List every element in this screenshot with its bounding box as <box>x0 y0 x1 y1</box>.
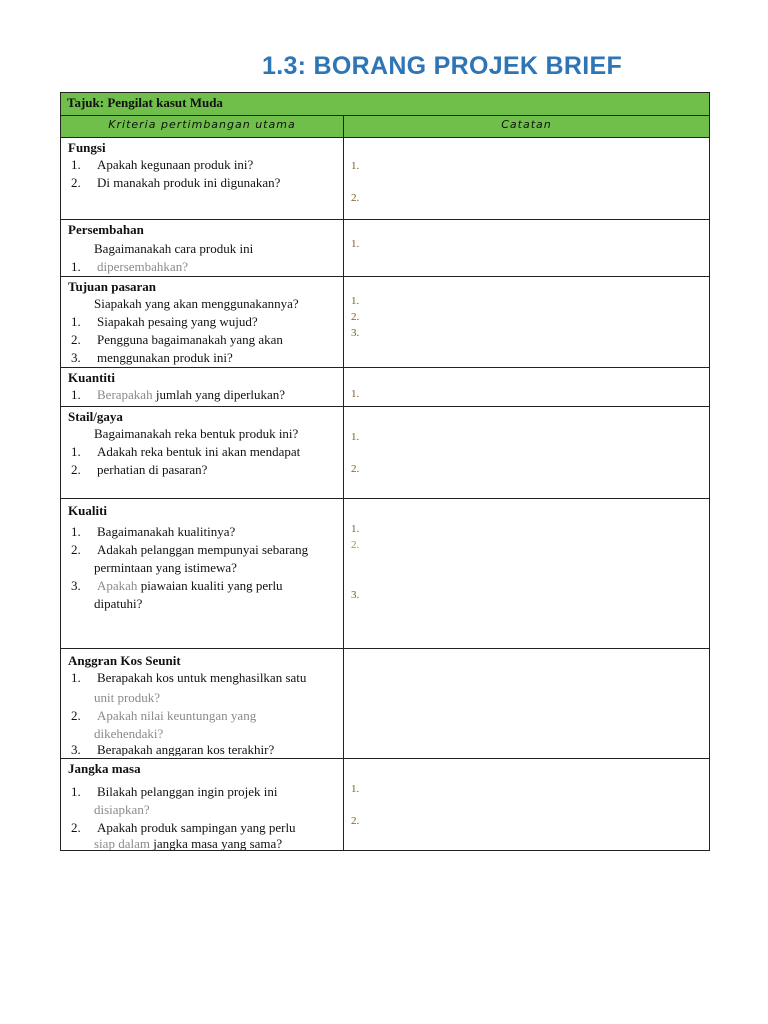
question-item: 3. Berapakah anggaran kos terakhir? <box>71 743 275 756</box>
note-number: 1. <box>351 523 360 535</box>
table-row-tujuan-pasaran <box>61 277 710 368</box>
notes-cell[interactable] <box>344 407 710 499</box>
question-text: disiapkan? <box>94 802 150 817</box>
note-number: 2. <box>351 192 360 204</box>
section-title: Jangka masa <box>68 761 141 776</box>
criteria-cell <box>61 277 344 368</box>
question-item: 1. Apakah kegunaan produk ini? <box>71 157 254 172</box>
question-item: 2. Adakah pelanggan mempunyai sebarang <box>71 542 309 557</box>
table-row-kuantiti <box>61 368 710 407</box>
note-number: 2. <box>351 815 360 827</box>
question-text: dipatuhi? <box>94 596 143 611</box>
question-text: dikehendaki? <box>94 726 164 741</box>
table-row-kos-seunit <box>61 649 710 759</box>
section-title: Persembahan <box>68 222 144 237</box>
question-item: 2. Pengguna bagaimanakah yang akan <box>71 332 283 347</box>
question-item: 3. Apakah piawaian kualiti yang perlu <box>71 578 283 593</box>
question-item: 1. dipersembahkan? <box>71 259 188 274</box>
notes-cell[interactable] <box>344 368 710 407</box>
section-title: Tujuan pasaran <box>68 279 157 294</box>
note-number: 1. <box>351 160 360 172</box>
tajuk-label: Tajuk: Pengilat kasut Muda <box>61 93 710 116</box>
note-number: 3. <box>351 589 360 601</box>
notes-cell[interactable] <box>344 649 710 759</box>
table-row-persembahan <box>61 220 710 277</box>
notes-cell[interactable] <box>344 138 710 220</box>
criteria-cell <box>61 138 344 220</box>
question-item: 2. perhatian di pasaran? <box>71 462 208 477</box>
section-title: Kualiti <box>68 503 108 518</box>
question-item: 2. Apakah produk sampingan yang perlu <box>71 820 296 835</box>
question-text: siap dalam jangka masa yang sama? <box>94 837 283 850</box>
question-text: unit produk? <box>94 690 161 705</box>
table-row-fungsi <box>61 138 710 220</box>
notes-cell[interactable] <box>344 220 710 277</box>
note-number: 2. <box>351 463 360 475</box>
section-title: Fungsi <box>68 140 106 155</box>
note-number: 2. <box>351 311 360 323</box>
notes-cell[interactable] <box>344 499 710 649</box>
question-item: 1. Bilakah pelanggan ingin projek ini <box>71 784 278 799</box>
question-item: 3. menggunakan produk ini? <box>71 350 233 365</box>
criteria-cell <box>61 649 344 759</box>
column-header-notes: Catatan <box>344 116 710 138</box>
note-number: 1. <box>351 295 360 307</box>
section-title: Stail/gaya <box>68 409 123 424</box>
note-number: 1. <box>351 238 360 250</box>
note-number: 3. <box>351 327 360 339</box>
criteria-cell <box>61 759 344 851</box>
question-text: Siapakah yang akan menggunakannya? <box>94 296 299 311</box>
question-item: 1. Siapakah pesaing yang wujud? <box>71 314 258 329</box>
question-text: Bagaimanakah cara produk ini <box>94 241 254 256</box>
page-title: 1.3: BORANG PROJEK BRIEF <box>262 52 623 80</box>
criteria-cell <box>61 368 344 407</box>
table-header-row <box>61 116 710 138</box>
note-number: 1. <box>351 431 360 443</box>
project-brief-table <box>60 92 710 851</box>
question-text: permintaan yang istimewa? <box>94 560 237 575</box>
note-number: 1. <box>351 783 360 795</box>
section-title: Anggran Kos Seunit <box>68 653 181 668</box>
notes-cell[interactable] <box>344 277 710 368</box>
question-item: 2. Apakah nilai keuntungan yang <box>71 708 257 723</box>
question-item: 1. Bagaimanakah kualitinya? <box>71 524 236 539</box>
table-title-row <box>61 93 710 116</box>
section-title: Kuantiti <box>68 370 115 385</box>
criteria-cell <box>61 407 344 499</box>
criteria-cell <box>61 499 344 649</box>
question-item: 1. Berapakah kos untuk menghasilkan satu <box>71 670 307 685</box>
question-item: 2. Di manakah produk ini digunakan? <box>71 175 281 190</box>
notes-cell[interactable] <box>344 759 710 851</box>
table-row-kualiti <box>61 499 710 649</box>
question-item: 1. Adakah reka bentuk ini akan mendapat <box>71 444 301 459</box>
question-item: 1. Berapakah jumlah yang diperlukan? <box>71 387 286 402</box>
criteria-cell <box>61 220 344 277</box>
note-number: 2. <box>351 539 360 551</box>
column-header-criteria: Kriteria pertimbangan utama <box>61 116 344 138</box>
note-number: 1. <box>351 388 360 400</box>
table-row-stail-gaya <box>61 407 710 499</box>
table-row-jangka-masa <box>61 759 710 851</box>
question-text: Bagaimanakah reka bentuk produk ini? <box>94 426 299 441</box>
